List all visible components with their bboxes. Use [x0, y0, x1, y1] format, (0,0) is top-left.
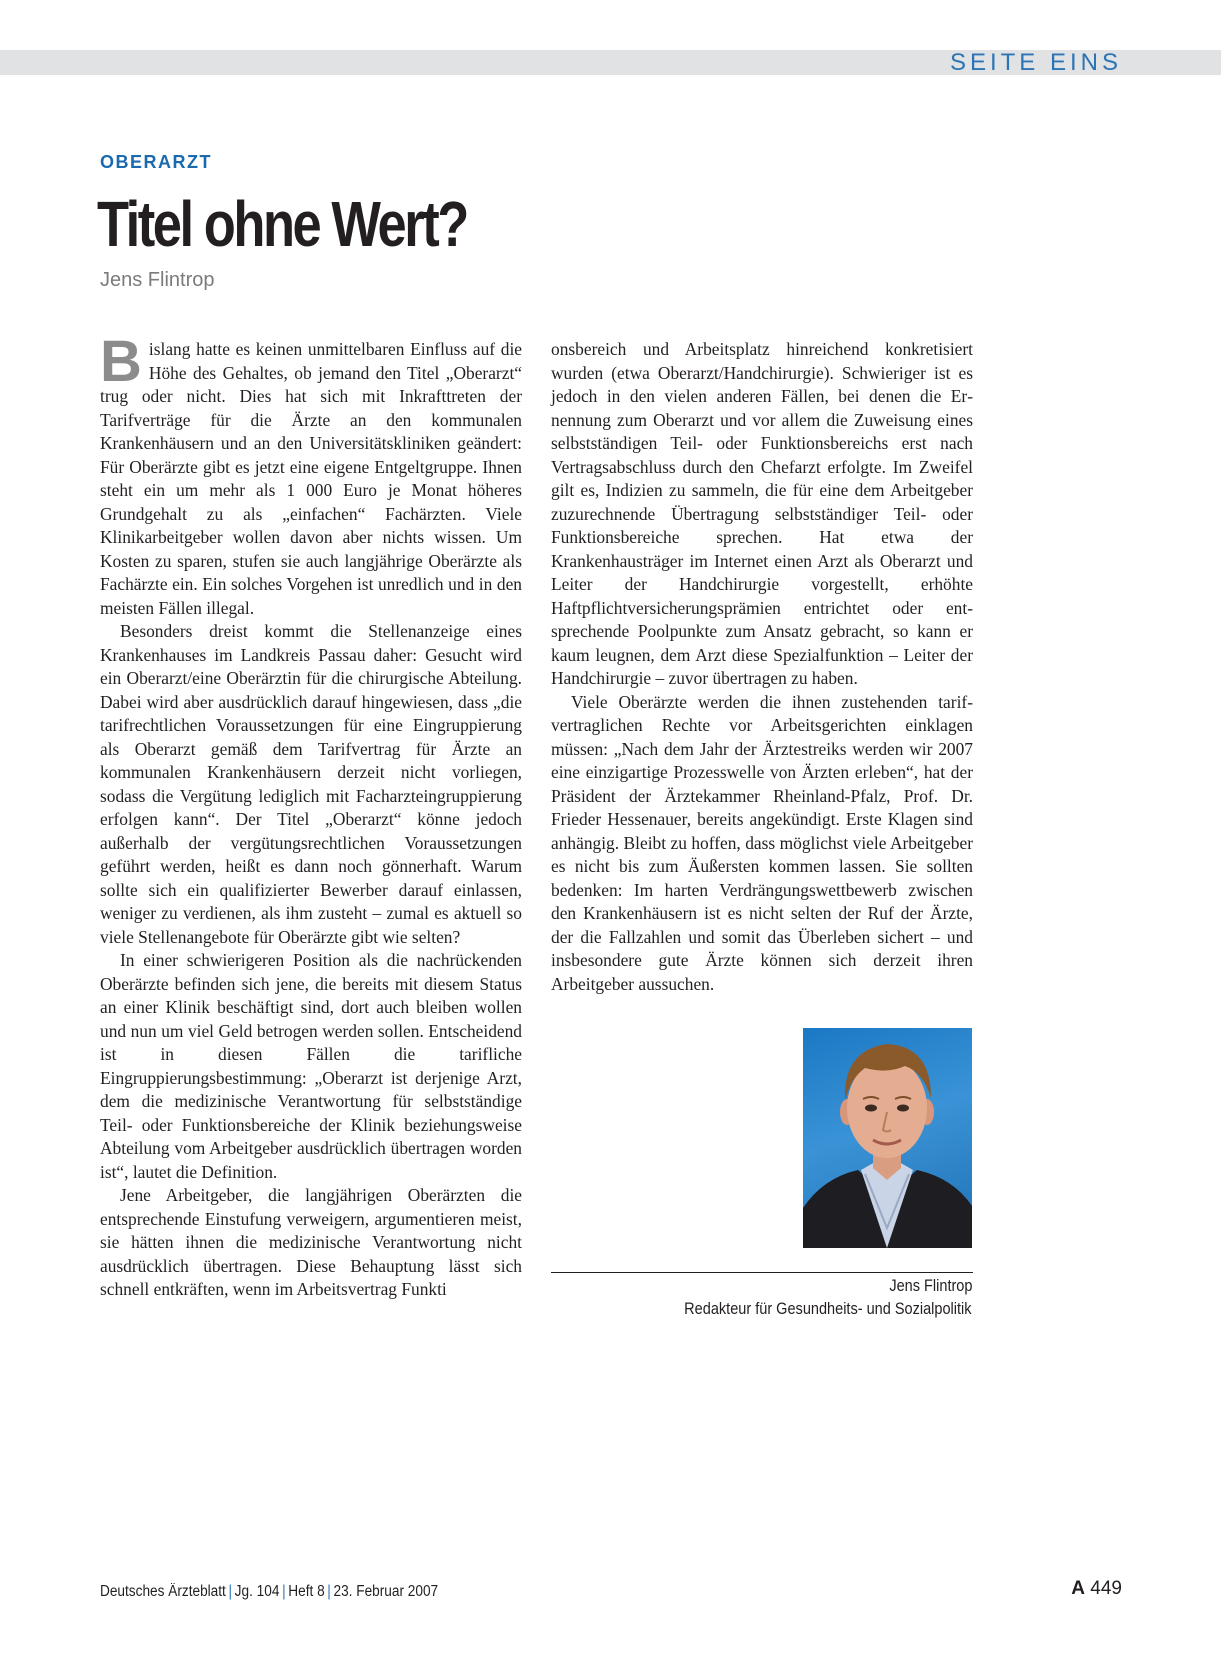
caption-role: Redakteur für Gesundheits- und Sozialpolitik	[684, 1300, 972, 1318]
page-number-value: 449	[1090, 1578, 1122, 1599]
paragraph-text: islang hatte es keinen unmittelbaren Einfluss auf die Höhe des Gehaltes, ob jemand den Titel „Oberarzt“ trug oder nicht. Dies hat sich mit Inkrafttreten der Tarifverträge für die Ärzte an den kommunalen Krankenhäusern und an den Universitätskliniken geändert: Für Oberärzte gibt es jetzt eine eigene Entgeltgruppe. Ihnen steht ein um mehr als 1 000 Euro je Monat höheres Grundgehalt zu als „einfachen“ Fachärzten. Viele Klinikarbeitgeber wollen davon aber nichts wissen. Um Kosten zu sparen, stufen sie auch langjährige Oberärzte als Fachärzte ein. Ein solches Vorgehen ist unredlich und in den meisten Fällen illegal.	[100, 339, 522, 618]
article-column-left	[100, 329, 522, 1302]
author-portrait	[803, 1028, 972, 1248]
article-paragraph: Viele Oberärzte werden die ihnen zustehenden tarifvertraglichen Rechte vor Arbeitsgerichten einklagen müssen: „Nach dem Jahr der Ärztestreiks werden wir 2007 eine einzigartige Prozesswelle von Ärzten erleben“, hat der Präsident der Ärztekammer Rheinland-Pfalz, Prof. Dr. Frieder Hessenauer, bereits angekündigt. Erste Klagen sind anhängig. Bleibt zu hoffen, dass möglichst viele Arbeitgeber es nicht bis zum Äußersten kommen lassen. Sie sollten bedenken: Im harten Verdrängungswettbewerb zwischen den Krankenhäusern ist es nicht selten der Ruf der Ärzte, der die Fallzahlen und somit das Überleben sichert – und insbesondere gute Ärzte können sich derzeit ihren Arbeitgeber aussuchen.	[551, 691, 973, 994]
caption-name: Jens Flintrop	[888, 1277, 972, 1295]
author-portrait-drawing	[803, 1028, 972, 1248]
article-paragraph: Besonders dreist kommt die Stellenanzeige eines Krankenhauses im Landkreis Passau daher: Gesucht wird ein Oberarzt/eine Oberärztin für die chirurgische Abteilung. Dabei wird aber ausdrücklich darauf hingewiesen, dass „die tarifrechtlichen Voraussetzungen für eine Eingruppierung als Oberarzt gemäß dem Tarifvertrag für Ärzte an kommunalen Krankenhäusern derzeit nicht vorliegen, sodass die Vergütung lediglich mit Facharzteingruppierung erfolgen kann“. Der Titel „Oberarzt“ könne jedoch außerhalb der vergütungsrechtlichen Voraussetzungen geführt werden, heißt es dann noch gönnerhaft. Warum sollte sich ein qualifizierter Bewerber darauf einlassen, weniger zu verdienen, als ihm zusteht – zumal es aktuell so viele Stellenangebote für Oberärzte gibt wie selten?	[100, 621, 522, 947]
article-paragraph: onsbereich und Arbeitsplatz hinreichend konkretisiert wurden (etwa Oberarzt/Handchirurgie). Schwieriger ist es jedoch in den vielen anderen Fällen, bei denen die Ernennung zum Oberarzt und vor allem die Zuweisung eines selbstständigen Teil- oder Funktionsbereichs erst nach Vertragsabschluss durch den Chefarzt erfolgte. Im Zweifel gilt es, Indizien zu sammeln, die für eine dem Arbeitgeber zuzurechnende Übertragung selbstständiger Teil- oder Funktionsbereiche sprechen. Hat etwa der Krankenhausträger im Internet einen Arzt als Oberarzt und Leiter der Handchirurgie vorgestellt, erhöhte Haftpflichtversicherungsprämien entrichtet oder entsprechende Poolpunkte zum Ansatz gebracht, so kann er kaum leugnen, dem Arzt diese Spezialfunktion – Leiter der Handchirurgie – zuvor übertragen zu haben.	[551, 339, 973, 688]
footer-separator: |	[228, 1583, 233, 1600]
footer-separator: |	[282, 1583, 286, 1600]
drop-cap: B	[100, 329, 142, 394]
article-paragraph: In einer schwierigeren Position als die nachrückenden Oberärzte befinden sich jene, die bereits mit diesem Status an einer Klinik beschäftigt sind, dort auch bleiben wollen und nun um viel Geld betrogen werden sollen. Entscheidend ist in diesen Fällen die tarifliche Eingruppierungsbestimmung: „Oberarzt ist derjenige Arzt, dem die medizinische Verantwortung für selbstständige Teil- oder Funktionsbereiche der Klinik beziehungsweise Abteilung vom Arbeitgeber ausdrücklich übertragen worden ist“, lautet die Definition.	[100, 950, 522, 1182]
footer-separator: |	[327, 1583, 331, 1600]
footer-date: 23. Februar 2007	[333, 1583, 439, 1600]
article-title: Titel ohne Wert?	[97, 188, 467, 260]
article-paragraph	[100, 329, 522, 620]
article-kicker: OBERARZT	[100, 152, 212, 172]
footer-citation	[100, 1583, 438, 1601]
footer-journal: Deutsches Ärzteblatt	[100, 1583, 226, 1600]
section-label: SEITE EINS	[949, 49, 1122, 76]
page-number	[1071, 1578, 1122, 1600]
footer-volume: Jg. 104	[234, 1583, 280, 1600]
page-prefix: A	[1071, 1578, 1086, 1599]
article-paragraph: Jene Arbeitgeber, die langjährigen Oberärzten die entsprechende Einstufung verweigern, argumentieren meist, sie hätten ihnen die medizinische Verantwortung nicht ausdrücklich übertragen. Diese Behauptung lässt sich schnell entkräften, wenn im Arbeitsvertrag Funkti	[100, 1185, 522, 1299]
article-column-right	[551, 338, 973, 996]
caption-rule	[551, 1272, 973, 1273]
article-author: Jens Flintrop	[100, 269, 215, 291]
footer-issue: Heft 8	[288, 1583, 325, 1600]
